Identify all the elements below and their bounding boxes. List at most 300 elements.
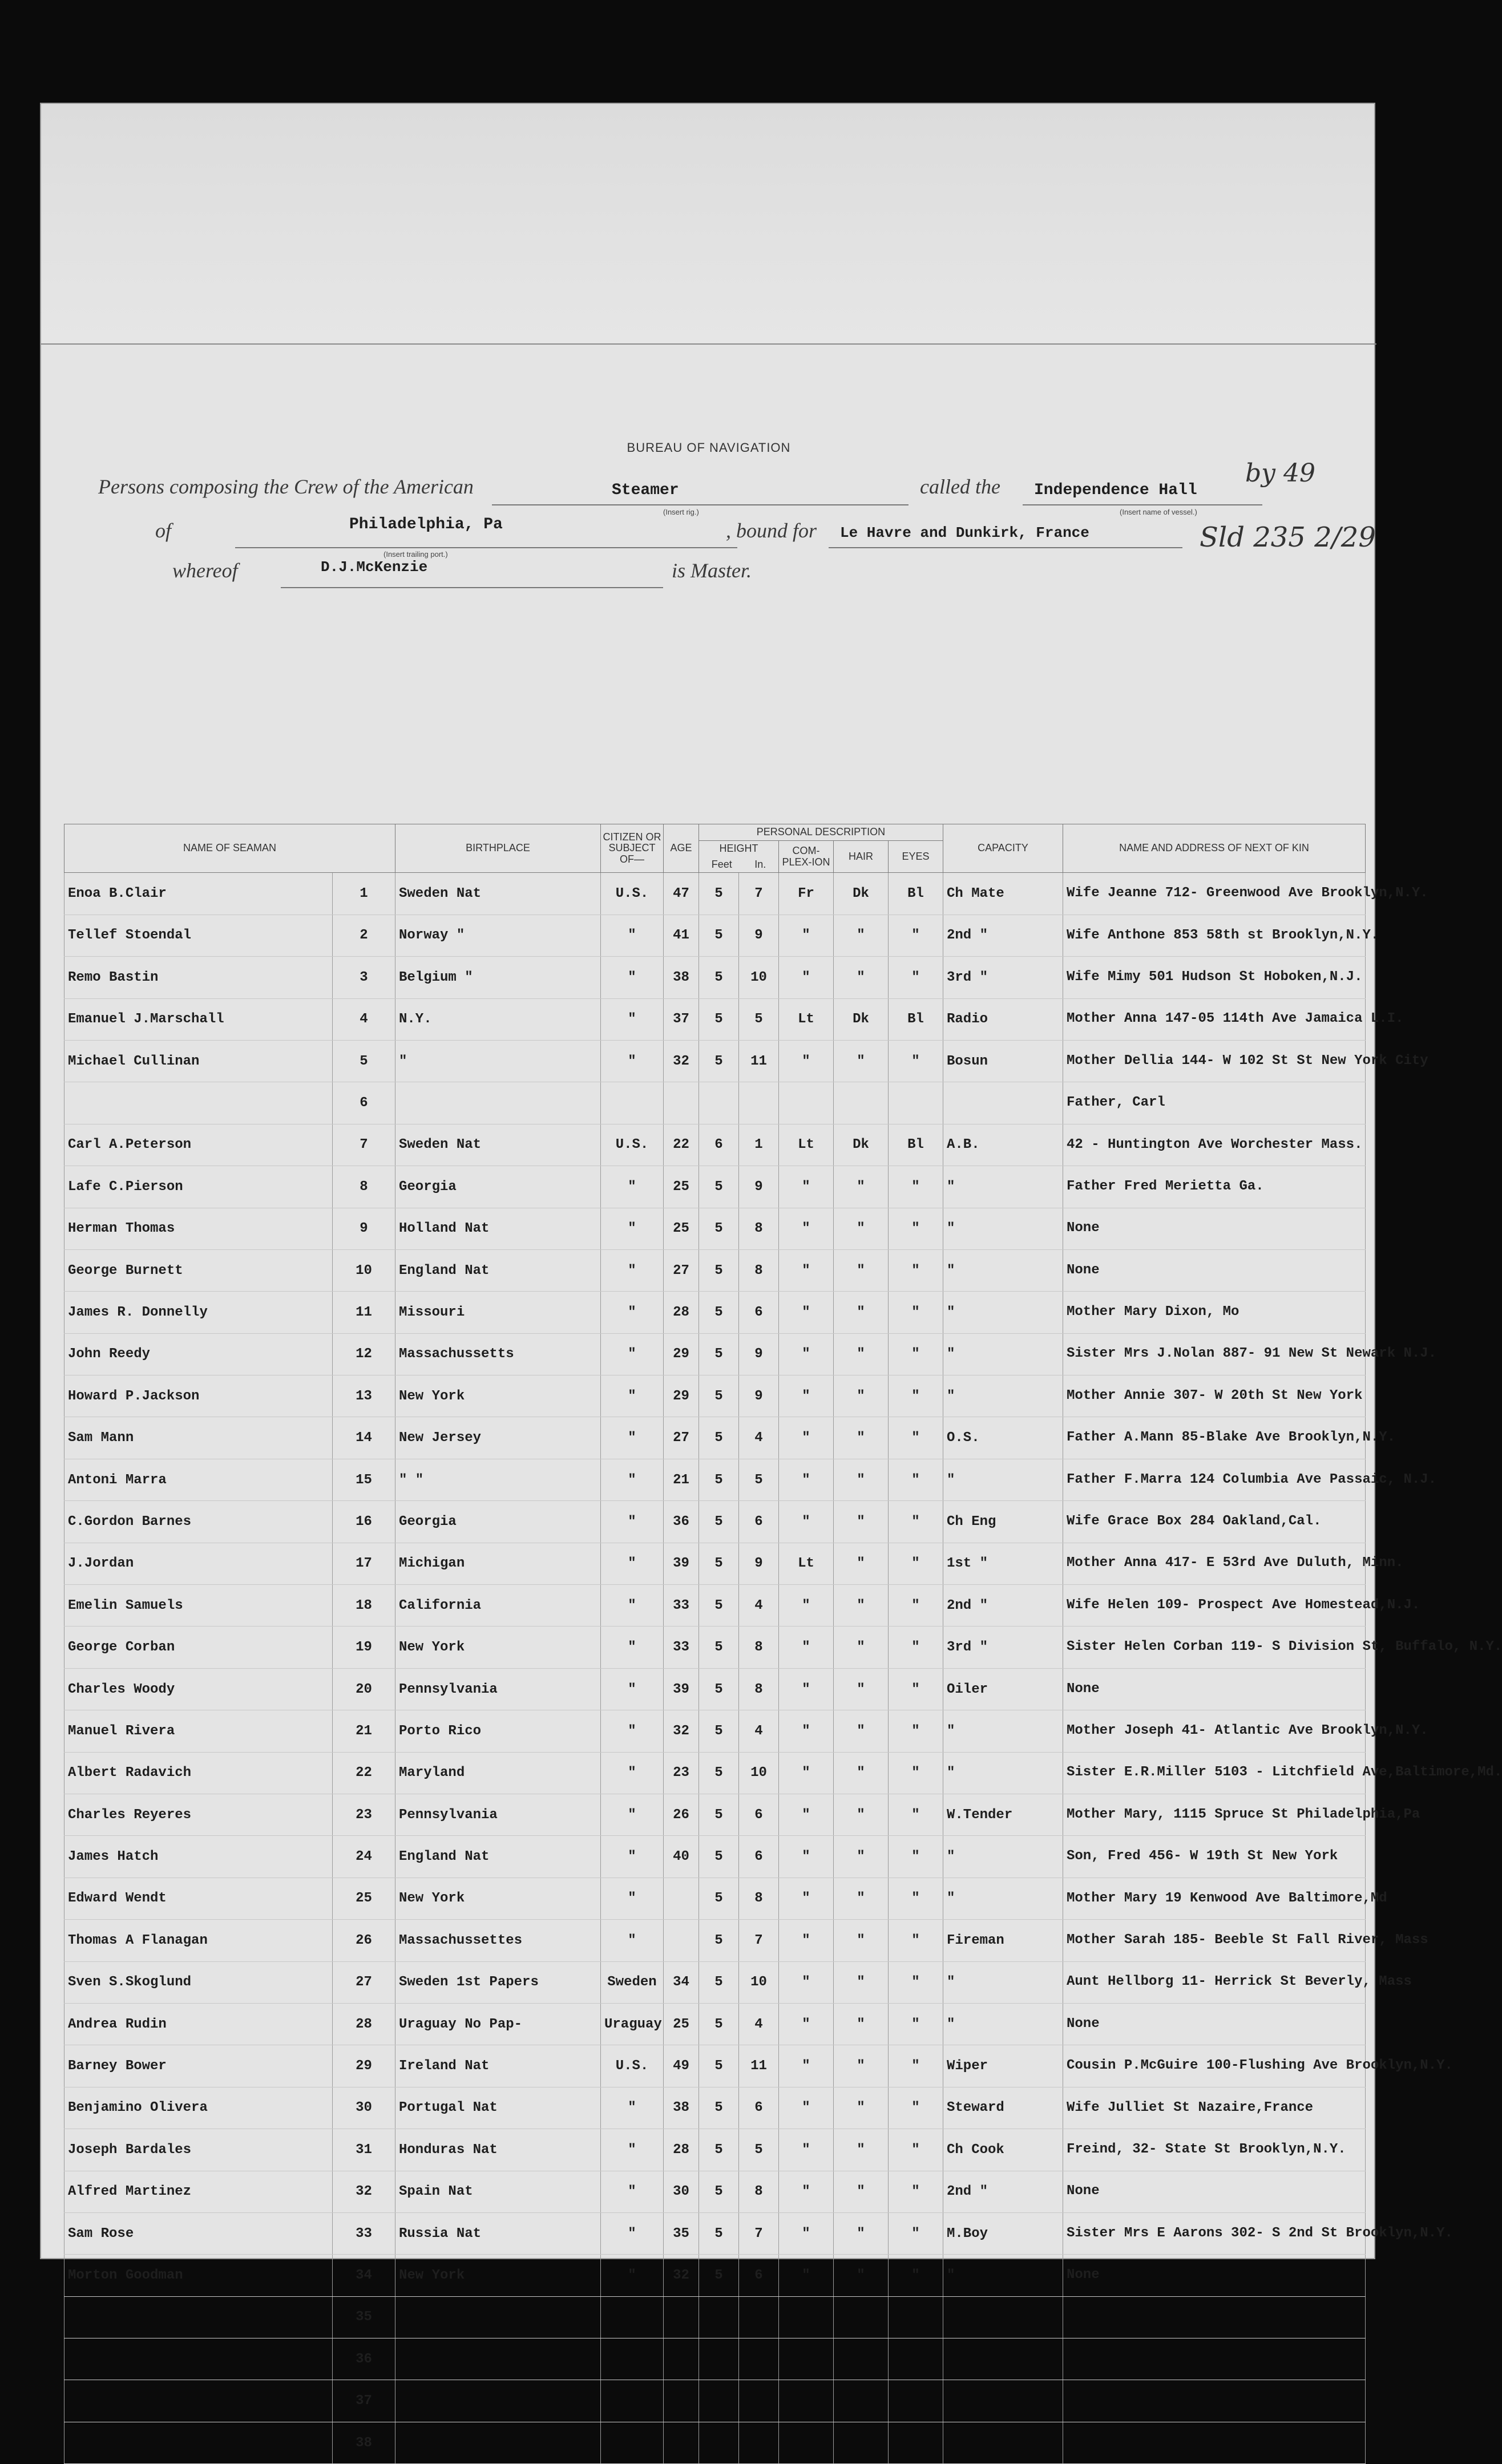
col-next-of-kin: NAME AND ADDRESS OF NEXT OF KIN: [1063, 824, 1366, 873]
citizen-of: [601, 2338, 664, 2380]
birthplace: [395, 1082, 601, 1124]
height-inches: 6: [739, 1836, 779, 1878]
table-row: [64, 1501, 1366, 1543]
table-row: [64, 1166, 1366, 1208]
table-row: [64, 1082, 1366, 1124]
hair: ": [834, 2087, 889, 2129]
citizen-of: Sweden: [601, 1961, 664, 2003]
next-of-kin: Mother Anna 417- E 53rd Ave Duluth, Minn.: [1063, 1543, 1366, 1584]
eyes: ": [889, 1040, 943, 1082]
height-feet: 5: [699, 2255, 739, 2296]
height-feet: 5: [699, 1249, 739, 1291]
capacity: ": [943, 2003, 1063, 2045]
citizen-of: ": [601, 1292, 664, 1333]
hair: ": [834, 1292, 889, 1333]
row-number: 17: [333, 1543, 395, 1584]
height-feet: 5: [699, 1668, 739, 1710]
table-row: [64, 1627, 1366, 1668]
eyes: ": [889, 1417, 943, 1459]
height-inches: 9: [739, 1333, 779, 1375]
citizen-of: U.S.: [601, 873, 664, 915]
crew-table: [64, 824, 1502, 2464]
birthplace: Belgium ": [395, 957, 601, 998]
eyes: ": [889, 1752, 943, 1794]
complexion: ": [779, 2087, 834, 2129]
row-number: 35: [333, 2296, 395, 2338]
row-number: 10: [333, 1249, 395, 1291]
complexion: ": [779, 2212, 834, 2254]
citizen-of: Uraguay: [601, 2003, 664, 2045]
age: 29: [664, 1375, 699, 1417]
eyes: ": [889, 1501, 943, 1543]
age: 33: [664, 1585, 699, 1627]
crew-list-form: [41, 343, 1502, 2451]
row-number: 38: [333, 2422, 395, 2463]
age: 40: [664, 1836, 699, 1878]
age: 32: [664, 1710, 699, 1752]
height-feet: 5: [699, 1459, 739, 1500]
hair: Dk: [834, 1124, 889, 1166]
capacity: 3rd ": [943, 1627, 1063, 1668]
col-inches: In.: [754, 858, 766, 870]
birthplace: New York: [395, 2255, 601, 2296]
row-number: 27: [333, 1961, 395, 2003]
height-inches: 5: [739, 998, 779, 1040]
age: 22: [664, 1124, 699, 1166]
seaman-name: Enoa B.Clair: [64, 873, 333, 915]
next-of-kin: Father A.Mann 85-Blake Ave Brooklyn,N.Y.: [1063, 1417, 1366, 1459]
capacity: [943, 1082, 1063, 1124]
handwritten-note-side: Sld 235 2/29: [1200, 521, 1376, 553]
next-of-kin: None: [1063, 1208, 1366, 1249]
height-feet: 5: [699, 2045, 739, 2087]
complexion: ": [779, 2003, 834, 2045]
row-number: 5: [333, 1040, 395, 1082]
master-value: D.J.McKenzie: [321, 559, 428, 576]
next-of-kin: Wife Jeanne 712- Greenwood Ave Brooklyn,N.Y.: [1063, 873, 1366, 915]
eyes: ": [889, 1292, 943, 1333]
col-name-seaman: NAME OF SEAMAN: [64, 824, 395, 873]
age: 41: [664, 915, 699, 956]
eyes: [889, 2338, 943, 2380]
citizen-of: [601, 2380, 664, 2422]
height-inches: [739, 2338, 779, 2380]
eyes: ": [889, 1585, 943, 1627]
height-inches: 4: [739, 1585, 779, 1627]
next-of-kin: [1063, 2422, 1366, 2463]
next-of-kin: Son, Fred 456- W 19th St New York: [1063, 1836, 1366, 1878]
table-row: [64, 2045, 1366, 2087]
table-row: [64, 2212, 1366, 2254]
eyes: ": [889, 915, 943, 956]
capacity: ": [943, 1166, 1063, 1208]
citizen-of: U.S.: [601, 2045, 664, 2087]
next-of-kin: Sister Helen Corban 119- S Division St, Buffalo, N.Y.: [1063, 1627, 1366, 1668]
complexion: ": [779, 915, 834, 956]
hair: ": [834, 1208, 889, 1249]
next-of-kin: Father Fred Merietta Ga.: [1063, 1166, 1366, 1208]
complexion: ": [779, 1668, 834, 1710]
citizen-of: ": [601, 2087, 664, 2129]
height-feet: 5: [699, 957, 739, 998]
complexion: Lt: [779, 1543, 834, 1584]
citizen-of: ": [601, 1920, 664, 1961]
complexion: ": [779, 1249, 834, 1291]
complexion: ": [779, 2129, 834, 2171]
capacity: ": [943, 1961, 1063, 2003]
hair: [834, 2380, 889, 2422]
next-of-kin: Mother Joseph 41- Atlantic Ave Brooklyn,N.Y.: [1063, 1710, 1366, 1752]
complexion: ": [779, 1166, 834, 1208]
next-of-kin: Mother Mary 19 Kenwood Ave Baltimore,Md: [1063, 1878, 1366, 1919]
seaman-name: [64, 2422, 333, 2463]
complexion: [779, 2422, 834, 2463]
next-of-kin: Wife Mimy 501 Hudson St Hoboken,N.J.: [1063, 957, 1366, 998]
row-number: 11: [333, 1292, 395, 1333]
hair: ": [834, 1585, 889, 1627]
height-inches: 6: [739, 2255, 779, 2296]
complexion: ": [779, 2171, 834, 2212]
citizen-of: ": [601, 1878, 664, 1919]
vessel-value: Independence Hall: [1034, 482, 1197, 499]
complexion: ": [779, 1375, 834, 1417]
row-number: 37: [333, 2380, 395, 2422]
whereof-label: whereof: [172, 559, 238, 582]
citizen-of: ": [601, 1836, 664, 1878]
height-feet: 5: [699, 2003, 739, 2045]
height-feet: 5: [699, 1585, 739, 1627]
master-label: is Master.: [672, 559, 752, 582]
age: 27: [664, 1417, 699, 1459]
row-number: 24: [333, 1836, 395, 1878]
height-feet: [699, 2296, 739, 2338]
eyes: ": [889, 1627, 943, 1668]
height-feet: 5: [699, 1836, 739, 1878]
birthplace: New Jersey: [395, 1417, 601, 1459]
table-row: [64, 1124, 1366, 1166]
capacity: 3rd ": [943, 957, 1063, 998]
citizen-of: [601, 1082, 664, 1124]
row-number: 31: [333, 2129, 395, 2171]
eyes: Bl: [889, 873, 943, 915]
birthplace: California: [395, 1585, 601, 1627]
height-feet: [699, 2338, 739, 2380]
height-inches: 8: [739, 2171, 779, 2212]
eyes: ": [889, 1961, 943, 2003]
height-inches: 9: [739, 1166, 779, 1208]
row-number: 3: [333, 957, 395, 998]
capacity: Radio: [943, 998, 1063, 1040]
table-row: [64, 1752, 1366, 1794]
capacity: ": [943, 1375, 1063, 1417]
citizen-of: ": [601, 1710, 664, 1752]
citizen-of: ": [601, 915, 664, 956]
age: 25: [664, 2003, 699, 2045]
birthplace: Missouri: [395, 1292, 601, 1333]
height-inches: 6: [739, 1501, 779, 1543]
age: 26: [664, 1794, 699, 1835]
birthplace: Georgia: [395, 1166, 601, 1208]
hair: ": [834, 1166, 889, 1208]
seaman-name: George Burnett: [64, 1249, 333, 1291]
citizen-of: ": [601, 2255, 664, 2296]
age: 33: [664, 1627, 699, 1668]
eyes: ": [889, 1375, 943, 1417]
age: [664, 1878, 699, 1919]
birthplace: Portugal Nat: [395, 2087, 601, 2129]
age: 29: [664, 1333, 699, 1375]
hair: Dk: [834, 873, 889, 915]
complexion: [779, 2338, 834, 2380]
next-of-kin: Mother Mary Dixon, Mo: [1063, 1292, 1366, 1333]
citizen-of: ": [601, 1585, 664, 1627]
next-of-kin: None: [1063, 1668, 1366, 1710]
height-inches: 4: [739, 1710, 779, 1752]
birthplace: Ireland Nat: [395, 2045, 601, 2087]
table-row: [64, 873, 1366, 915]
hair: ": [834, 1836, 889, 1878]
height-inches: 9: [739, 1543, 779, 1584]
eyes: ": [889, 1710, 943, 1752]
height-feet: 5: [699, 1040, 739, 1082]
complexion: ": [779, 2045, 834, 2087]
height-inches: 10: [739, 1752, 779, 1794]
complexion: ": [779, 2255, 834, 2296]
capacity: Ch Mate: [943, 873, 1063, 915]
birthplace: [395, 2296, 601, 2338]
row-number: 29: [333, 2045, 395, 2087]
eyes: ": [889, 1166, 943, 1208]
table-row: [64, 1459, 1366, 1500]
capacity: ": [943, 2255, 1063, 2296]
eyes: [889, 2422, 943, 2463]
table-row: [64, 2255, 1366, 2296]
next-of-kin: [1063, 2380, 1366, 2422]
height-feet: 5: [699, 1543, 739, 1584]
age: 27: [664, 1249, 699, 1291]
age: 34: [664, 1961, 699, 2003]
next-of-kin: None: [1063, 2171, 1366, 2212]
age: [664, 2422, 699, 2463]
hair: [834, 2338, 889, 2380]
seaman-name: Edward Wendt: [64, 1878, 333, 1919]
citizen-of: ": [601, 998, 664, 1040]
height-feet: [699, 2422, 739, 2463]
next-of-kin: Sister Mrs E Aarons 302- S 2nd St Brooklyn,N.Y.: [1063, 2212, 1366, 2254]
seaman-name: Carl A.Peterson: [64, 1124, 333, 1166]
age: [664, 2380, 699, 2422]
seaman-name: James R. Donnelly: [64, 1292, 333, 1333]
height-feet: 5: [699, 1794, 739, 1835]
eyes: Bl: [889, 998, 943, 1040]
citizen-of: ": [601, 1375, 664, 1417]
capacity: ": [943, 1333, 1063, 1375]
birthplace: Uraguay No Pap-: [395, 2003, 601, 2045]
capacity: [943, 2380, 1063, 2422]
seaman-name: Antoni Marra: [64, 1459, 333, 1500]
col-eyes: EYES: [889, 840, 943, 873]
hair: ": [834, 2045, 889, 2087]
table-row: [64, 1249, 1366, 1291]
hair: ": [834, 1417, 889, 1459]
complexion: ": [779, 1961, 834, 2003]
row-number: 34: [333, 2255, 395, 2296]
capacity: W.Tender: [943, 1794, 1063, 1835]
birthplace: N.Y.: [395, 998, 601, 1040]
citizen-of: ": [601, 1543, 664, 1584]
table-row: [64, 2338, 1366, 2380]
complexion: [779, 1082, 834, 1124]
next-of-kin: Mother Mary, 1115 Spruce St Philadelphia,Pa: [1063, 1794, 1366, 1835]
height-feet: 5: [699, 1878, 739, 1919]
capacity: Ch Cook: [943, 2129, 1063, 2171]
birthplace: Pennsylvania: [395, 1794, 601, 1835]
age: 32: [664, 2255, 699, 2296]
seaman-name: [64, 1082, 333, 1124]
col-age: AGE: [664, 824, 699, 873]
capacity: Ch Eng: [943, 1501, 1063, 1543]
complexion: ": [779, 1627, 834, 1668]
height-feet: [699, 2380, 739, 2422]
col-citizen: CITIZEN OR SUBJECT OF—: [601, 824, 664, 873]
height-inches: 6: [739, 1292, 779, 1333]
seaman-name: Lafe C.Pierson: [64, 1166, 333, 1208]
height-inches: 11: [739, 1040, 779, 1082]
next-of-kin: Aunt Hellborg 11- Herrick St Beverly, Mass: [1063, 1961, 1366, 2003]
capacity: ": [943, 1752, 1063, 1794]
eyes: ": [889, 957, 943, 998]
height-feet: 5: [699, 1292, 739, 1333]
complexion: ": [779, 1292, 834, 1333]
row-number: 36: [333, 2338, 395, 2380]
complexion: ": [779, 1459, 834, 1500]
complexion: ": [779, 1417, 834, 1459]
height-feet: 5: [699, 1166, 739, 1208]
eyes: ": [889, 2171, 943, 2212]
hair: ": [834, 1920, 889, 1961]
next-of-kin: Mother Sarah 185- Beeble St Fall River, Mass: [1063, 1920, 1366, 1961]
row-number: 14: [333, 1417, 395, 1459]
seaman-name: Michael Cullinan: [64, 1040, 333, 1082]
table-row: [64, 1333, 1366, 1375]
seaman-name: Charles Reyeres: [64, 1794, 333, 1835]
hair: ": [834, 2171, 889, 2212]
birthplace: Honduras Nat: [395, 2129, 601, 2171]
complexion: Lt: [779, 998, 834, 1040]
birthplace: Norway ": [395, 915, 601, 956]
complexion: ": [779, 1836, 834, 1878]
seaman-name: Emanuel J.Marschall: [64, 998, 333, 1040]
row-number: 8: [333, 1166, 395, 1208]
citizen-of: [601, 2296, 664, 2338]
capacity: Oiler: [943, 1668, 1063, 1710]
seaman-name: Howard P.Jackson: [64, 1375, 333, 1417]
height-inches: 5: [739, 1459, 779, 1500]
seaman-name: Manuel Rivera: [64, 1710, 333, 1752]
next-of-kin: None: [1063, 2003, 1366, 2045]
eyes: Bl: [889, 1124, 943, 1166]
seaman-name: [64, 2338, 333, 2380]
eyes: ": [889, 1920, 943, 1961]
height-feet: 5: [699, 2171, 739, 2212]
port-hint: (Insert trailing port.): [383, 550, 448, 559]
age: 38: [664, 2087, 699, 2129]
capacity: [943, 2422, 1063, 2463]
eyes: ": [889, 1878, 943, 1919]
hair: ": [834, 1543, 889, 1584]
seaman-name: Tellef Stoendal: [64, 915, 333, 956]
table-row: [64, 1668, 1366, 1710]
capacity: O.S.: [943, 1417, 1063, 1459]
eyes: ": [889, 2129, 943, 2171]
col-hair: HAIR: [834, 840, 889, 873]
birthplace: Porto Rico: [395, 1710, 601, 1752]
height-inches: 9: [739, 1375, 779, 1417]
eyes: [889, 1082, 943, 1124]
col-capacity: CAPACITY: [943, 824, 1063, 873]
birthplace: [395, 2380, 601, 2422]
capacity: A.B.: [943, 1124, 1063, 1166]
seaman-name: Charles Woody: [64, 1668, 333, 1710]
seaman-name: Barney Bower: [64, 2045, 333, 2087]
height-inches: 5: [739, 2129, 779, 2171]
table-row: [64, 1794, 1366, 1835]
birthplace: [395, 2422, 601, 2463]
capacity: Steward: [943, 2087, 1063, 2129]
seaman-name: John Reedy: [64, 1333, 333, 1375]
vessel-hint: (Insert name of vessel.): [1120, 508, 1197, 516]
row-number: 7: [333, 1124, 395, 1166]
height-inches: 10: [739, 1961, 779, 2003]
hair: ": [834, 2255, 889, 2296]
eyes: ": [889, 1543, 943, 1584]
height-inches: 8: [739, 1668, 779, 1710]
height-feet: 5: [699, 873, 739, 915]
birthplace: England Nat: [395, 1836, 601, 1878]
birthplace: New York: [395, 1375, 601, 1417]
seaman-name: Emelin Samuels: [64, 1585, 333, 1627]
seaman-name: George Corban: [64, 1627, 333, 1668]
crew-list-paper: [40, 103, 1502, 2451]
row-number: 12: [333, 1333, 395, 1375]
height-feet: 5: [699, 1752, 739, 1794]
capacity: [943, 2296, 1063, 2338]
port-underline: [235, 547, 737, 548]
height-feet: 5: [699, 2212, 739, 2254]
hair: ": [834, 1710, 889, 1752]
eyes: ": [889, 1249, 943, 1291]
height-inches: 6: [739, 1794, 779, 1835]
table-row: [64, 2171, 1366, 2212]
complexion: ": [779, 1208, 834, 1249]
hair: [834, 1082, 889, 1124]
row-number: 2: [333, 915, 395, 956]
age: [664, 1920, 699, 1961]
height-feet: 5: [699, 1961, 739, 2003]
height-inches: 9: [739, 915, 779, 956]
complexion: ": [779, 1920, 834, 1961]
hair: ": [834, 1459, 889, 1500]
row-number: 21: [333, 1710, 395, 1752]
citizen-of: ": [601, 2129, 664, 2171]
complexion: Fr: [779, 873, 834, 915]
table-row: [64, 998, 1366, 1040]
birthplace: Massachussettes: [395, 1920, 601, 1961]
table-row: [64, 915, 1366, 956]
col-complexion: COM-PLEX-ION: [779, 840, 834, 873]
citizen-of: ": [601, 1417, 664, 1459]
birthplace: Holland Nat: [395, 1208, 601, 1249]
